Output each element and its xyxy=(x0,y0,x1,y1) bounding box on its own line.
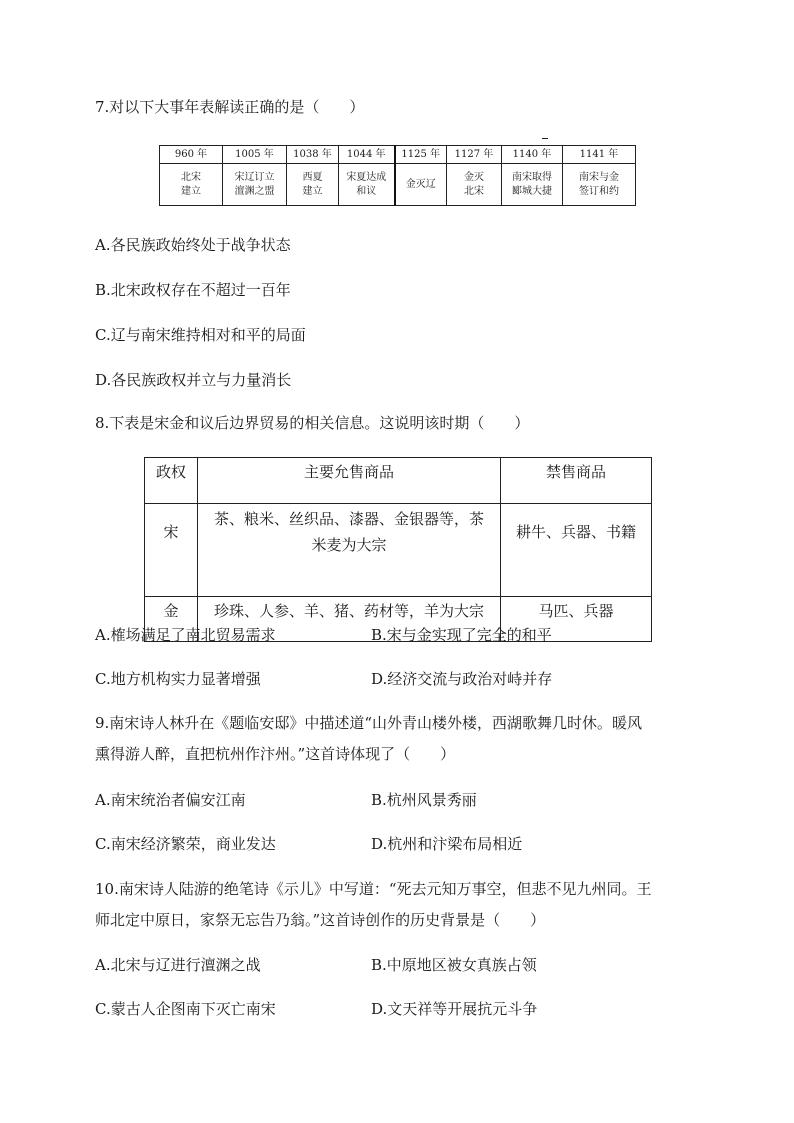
timeline-event: 宋辽订立 澶渊之盟 xyxy=(223,164,287,206)
q10-option-c[interactable]: C.蒙古人企图南下灭亡南宋 xyxy=(95,1000,276,1018)
q8-option-b[interactable]: B.宋与金实现了完全的和平 xyxy=(371,626,552,644)
trade-header-regime: 政权 xyxy=(145,458,198,504)
q7-option-c[interactable]: C.辽与南宋维持相对和平的局面 xyxy=(95,326,306,344)
timeline-year: 1125 年 xyxy=(395,146,447,164)
timeline-year: 1044 年 xyxy=(339,146,395,164)
q9-stem-line1: 9.南宋诗人林升在《题临安邸》中描述道“山外青山楼外楼，西湖歌舞几时休。暖风 xyxy=(95,714,642,732)
timeline-year: 1038 年 xyxy=(287,146,339,164)
timeline-mark xyxy=(542,138,548,139)
q9-option-a[interactable]: A.南宋统治者偏安江南 xyxy=(95,791,246,809)
q10-option-d[interactable]: D.文天祥等开展抗元斗争 xyxy=(371,1000,538,1018)
timeline-year: 960 年 xyxy=(160,146,223,164)
timeline-event: 金灭辽 xyxy=(395,164,447,206)
trade-table xyxy=(144,457,652,642)
trade-regime: 宋 xyxy=(145,504,198,597)
timeline-event: 西夏 建立 xyxy=(287,164,339,206)
q9-option-c[interactable]: C.南宋经济繁荣，商业发达 xyxy=(95,835,276,853)
q10-option-a[interactable]: A.北宋与辽进行澶渊之战 xyxy=(95,956,261,974)
timeline-event: 金灭 北宋 xyxy=(447,164,502,206)
q8-option-c[interactable]: C.地方机构实力显著增强 xyxy=(95,670,261,688)
trade-header-banned: 禁售商品 xyxy=(501,458,652,504)
trade-regime: 金 xyxy=(145,597,198,642)
q8-option-a[interactable]: A.榷场满足了南北贸易需求 xyxy=(95,626,276,644)
trade-header-allowed: 主要允售商品 xyxy=(198,458,501,504)
q7-option-a[interactable]: A.各民族政始终处于战争状态 xyxy=(95,236,291,254)
timeline-year: 1141 年 xyxy=(563,146,636,164)
q8-stem: 8.下表是宋金和议后边界贸易的相关信息。这说明该时期（ ） xyxy=(95,414,530,432)
q7-stem: 7.对以下大事年表解读正确的是（ ） xyxy=(95,98,365,116)
timeline-year: 1140 年 xyxy=(502,146,563,164)
q7-option-b[interactable]: B.北宋政权存在不超过一百年 xyxy=(95,281,291,299)
q9-option-d[interactable]: D.杭州和汴梁布局相近 xyxy=(371,835,523,853)
q10-option-b[interactable]: B.中原地区被女真族占领 xyxy=(371,956,537,974)
q8-option-d[interactable]: D.经济交流与政治对峙并存 xyxy=(371,670,553,688)
timeline-event: 南宋取得 郾城大捷 xyxy=(502,164,563,206)
q10-stem-line1: 10.南宋诗人陆游的绝笔诗《示儿》中写道：“死去元知万事空，但悲不见九州同。王 xyxy=(95,880,652,898)
q9-stem-line2: 熏得游人醉，直把杭州作汴州。”这首诗体现了（ ） xyxy=(95,745,456,763)
timeline-table xyxy=(159,145,636,206)
q7-option-d[interactable]: D.各民族政权并立与力量消长 xyxy=(95,371,292,389)
q9-option-b[interactable]: B.杭州风景秀丽 xyxy=(371,791,477,809)
trade-allowed: 茶、粮米、丝织品、漆器、金银器等，茶 米麦为大宗 xyxy=(198,504,501,597)
timeline-event: 宋夏达成 和议 xyxy=(339,164,395,206)
timeline-year: 1005 年 xyxy=(223,146,287,164)
q10-stem-line2: 师北定中原日，家祭无忘告乃翁。”这首诗创作的历史背景是（ ） xyxy=(95,911,546,929)
timeline-event: 南宋与金 签订和约 xyxy=(563,164,636,206)
trade-banned: 马匹、兵器 xyxy=(501,597,652,642)
trade-allowed: 珍珠、人参、羊、猪、药材等，羊为大宗 xyxy=(198,597,501,642)
trade-banned: 耕牛、兵器、书籍 xyxy=(501,504,652,597)
timeline-event: 北宋 建立 xyxy=(160,164,223,206)
timeline-year: 1127 年 xyxy=(447,146,502,164)
